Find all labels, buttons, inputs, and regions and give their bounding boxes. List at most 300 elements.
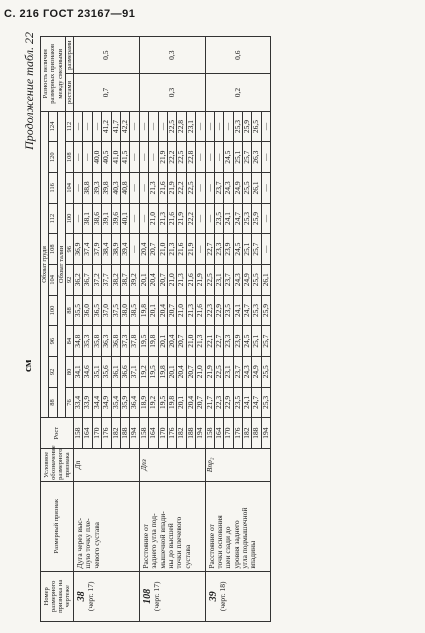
table-cell: 21,9 [205, 357, 214, 388]
table-cell: 37,4 [83, 234, 92, 265]
table-cell: 19,8 [149, 326, 158, 357]
measure-name-line: ны до высшей [165, 523, 175, 569]
table-cell: 36,0 [83, 295, 92, 326]
measure-number-value: 38 [76, 591, 88, 602]
table-header [41, 37, 74, 622]
table-cell: 25,7 [243, 142, 252, 173]
table-cell: — [196, 234, 205, 265]
table-cell: 37,1 [130, 357, 139, 388]
table-cell: 25,3 [233, 111, 242, 142]
table-cell: — [196, 173, 205, 204]
height-value: 176 [102, 418, 111, 449]
table-cell: 38,6 [92, 203, 101, 234]
table-cell: 23,7 [214, 173, 223, 204]
table-cell: — [224, 111, 233, 142]
table-cell: 37,3 [121, 326, 130, 357]
bust-value: 104 [49, 265, 57, 296]
table-cell: 22,5 [205, 265, 214, 296]
height-value: 176 [233, 418, 242, 449]
table-cell: 35,6 [102, 357, 111, 388]
table-cell: 39,8 [102, 173, 111, 204]
table-cell: 20,7 [167, 295, 176, 326]
table-cell: — [83, 111, 92, 142]
table-cell: 36,6 [121, 357, 130, 388]
table-cell: 20,4 [139, 234, 148, 265]
table-cell: 19,5 [149, 357, 158, 388]
table-cell: 36,8 [111, 326, 120, 357]
page-header: С. 216 ГОСТ 23167—91 [4, 8, 136, 20]
table-cell: 25,7 [261, 326, 270, 357]
table-cell: 24,5 [243, 326, 252, 357]
table-cell: 41,2 [102, 111, 111, 142]
table-cell: — [130, 142, 139, 173]
diff-heights-value: 0,3 [139, 74, 205, 111]
table-cell: 35,4 [111, 387, 120, 418]
measure-name-line: впадины [248, 540, 258, 569]
height-value: 164 [83, 418, 92, 449]
bust-value: 124 [49, 111, 57, 142]
table-cell: 36,5 [92, 295, 101, 326]
height-value: 188 [186, 418, 195, 449]
table-cell: 24,1 [224, 203, 233, 234]
table-cell: 38,7 [121, 265, 130, 296]
table-cell: 22,2 [177, 173, 186, 204]
diff-heights-value: 0,7 [74, 74, 140, 111]
table-cell: — [74, 173, 83, 204]
table-cell: 20,4 [186, 387, 195, 418]
measure-name-line: сустава [182, 544, 192, 569]
table-cell: — [149, 142, 158, 173]
table-cell: 19,5 [158, 387, 167, 418]
waist-value: 84 [65, 326, 73, 357]
measure-number [205, 571, 271, 621]
table-cell: 36,1 [111, 357, 120, 388]
table-cell: — [149, 111, 158, 142]
measure-designation: Дпз [139, 448, 205, 481]
table-cell: 39,2 [130, 265, 139, 296]
bust-value: 96 [49, 326, 57, 357]
table-cell: 22,2 [167, 142, 176, 173]
table-cell: 25,1 [243, 234, 252, 265]
table-cell: 36,9 [74, 234, 83, 265]
table-cell: — [92, 111, 101, 142]
table-cell: 36,2 [74, 265, 83, 296]
table-cell: 24,5 [233, 234, 242, 265]
table-cell: 37,7 [102, 265, 111, 296]
table-cell: 23,1 [224, 357, 233, 388]
height-value: 182 [243, 418, 252, 449]
table-cell: 36,4 [130, 387, 139, 418]
height-value: 182 [111, 418, 120, 449]
waist-value: 96 [65, 234, 73, 265]
measure-name-line: угла подмышечной [240, 507, 250, 569]
table-cell: 34,1 [74, 357, 83, 388]
table-cell: 23,7 [224, 265, 233, 296]
col-header-difference: Разность величин размерных признаков между смежными [41, 37, 66, 112]
bust-value: 92 [49, 357, 57, 388]
bust-value: 100 [49, 295, 57, 326]
table-cell: 24,5 [224, 142, 233, 173]
height-value: 188 [121, 418, 130, 449]
rotated-page [22, 32, 412, 622]
table-cell: 21,9 [167, 173, 176, 204]
table-cell: 26,3 [252, 142, 261, 173]
height-value: 194 [196, 418, 205, 449]
table-cell: 23,5 [224, 295, 233, 326]
measure-name-line: шеи сзади до [223, 526, 233, 569]
waist-value: 104 [65, 173, 73, 204]
height-value: 170 [92, 418, 101, 449]
measure-number-value: 39 [207, 591, 219, 602]
table-cell: 21,9 [177, 203, 186, 234]
table-cell: 21,7 [205, 387, 214, 418]
table-cell: 41,0 [111, 142, 120, 173]
table-cell: 35,8 [92, 326, 101, 357]
table-cell: 24,3 [224, 173, 233, 204]
table-cell: 21,0 [177, 295, 186, 326]
table-cell: — [139, 203, 148, 234]
table-cell: 26,1 [261, 265, 270, 296]
measure-designation: Дп [74, 448, 140, 481]
table-cell: 21,6 [158, 173, 167, 204]
table-cell: — [261, 111, 270, 142]
table-cell: 25,5 [243, 173, 252, 204]
waist-value: 88 [65, 295, 73, 326]
bust-value: 120 [49, 142, 57, 173]
table-cell: — [130, 173, 139, 204]
table-cell: 21,0 [158, 234, 167, 265]
measure-number-value: 108 [141, 588, 153, 604]
table-cell: — [139, 111, 148, 142]
col-header-bust: Обхват груди [41, 111, 49, 418]
table-row [205, 37, 214, 622]
table-cell: 21,3 [196, 326, 205, 357]
table-cell: — [196, 142, 205, 173]
col-header-diff-heights: ростами [65, 74, 73, 111]
table-cell: 22,2 [186, 203, 195, 234]
measure-name-line: точки основания [214, 515, 224, 569]
table-cell: 40,8 [121, 173, 130, 204]
table-cell: — [214, 111, 223, 142]
table-cell: 25,3 [252, 295, 261, 326]
bust-value: 116 [49, 173, 57, 204]
table-cell: 20,4 [177, 357, 186, 388]
height-value: 170 [158, 418, 167, 449]
measure-figure-ref: (черт. 17) [151, 581, 161, 612]
bust-value: 108 [49, 234, 57, 265]
measure-figure-ref: (черт. 18) [217, 581, 227, 612]
table-cell: 42,2 [121, 111, 130, 142]
table-cell: — [74, 111, 83, 142]
table-cell: 38,8 [83, 173, 92, 204]
measure-designation: Впр₂ [205, 448, 271, 481]
height-value: 188 [252, 418, 261, 449]
measure-name-line: чевого сустава [91, 521, 101, 569]
table-cell: 20,1 [158, 326, 167, 357]
measure-name-line: уровня заднего [231, 520, 241, 569]
table-cell: — [74, 142, 83, 173]
col-header-name: Размерный признак [41, 481, 74, 571]
table-cell: — [214, 142, 223, 173]
table-cell: 21,0 [167, 265, 176, 296]
table-cell: 37,8 [130, 326, 139, 357]
measure-name-line: Расстояние от [206, 524, 216, 569]
table-cell: 20,7 [177, 326, 186, 357]
table-cell: 25,9 [261, 295, 270, 326]
table-cell: 21,3 [167, 234, 176, 265]
table-cell: 38,2 [111, 265, 120, 296]
table-cell: 24,1 [243, 387, 252, 418]
table-cell: 19,2 [139, 357, 148, 388]
table-cell: 20,1 [177, 387, 186, 418]
height-value: 182 [177, 418, 186, 449]
height-value: 170 [224, 418, 233, 449]
table-cell: 22,3 [214, 387, 223, 418]
table-cell: 39,4 [121, 234, 130, 265]
table-cell: 26,1 [252, 173, 261, 204]
table-cell: 25,5 [252, 265, 261, 296]
waist-value: 92 [65, 265, 73, 296]
height-value: 194 [130, 418, 139, 449]
table-cell: 21,6 [186, 265, 195, 296]
table-cell: 19,2 [149, 387, 158, 418]
measure-name-line: мышечной впади- [157, 511, 167, 569]
table-cell: 26,5 [252, 111, 261, 142]
table-cell: 20,7 [158, 265, 167, 296]
height-value: 164 [214, 418, 223, 449]
table-cell: 23,1 [214, 265, 223, 296]
table-cell: 20,4 [158, 295, 167, 326]
height-value: 158 [139, 418, 148, 449]
table-cell: — [83, 142, 92, 173]
table-cell: — [158, 111, 167, 142]
measure-name [205, 481, 271, 571]
table-cell: 23,3 [224, 326, 233, 357]
table-cell: — [261, 234, 270, 265]
table-cell: 38,5 [130, 295, 139, 326]
table-cell: 25,3 [261, 387, 270, 418]
table-cell: 22,9 [214, 295, 223, 326]
table-cell: — [74, 203, 83, 234]
table-cell: 24,7 [243, 295, 252, 326]
table-cell: 40,3 [111, 173, 120, 204]
table-cell: 24,7 [252, 387, 261, 418]
table-cell: 40,0 [92, 142, 101, 173]
table-cell: 24,1 [233, 295, 242, 326]
table-cell: 25,1 [252, 326, 261, 357]
table-cell: 22,1 [205, 326, 214, 357]
col-header-number: Номер размерного признака на чертеже [41, 571, 74, 621]
table-cell: 23,3 [214, 234, 223, 265]
bust-value: 112 [49, 203, 57, 234]
table-cell: — [130, 111, 139, 142]
waist-value: 112 [65, 111, 73, 142]
table-cell: 19,8 [139, 295, 148, 326]
table-cell: 24,9 [243, 265, 252, 296]
table-cell: 23,7 [233, 357, 242, 388]
measure-figure-ref: (черт. 17) [86, 581, 96, 612]
table-cell: 23,5 [214, 203, 223, 234]
table-cell: 22,3 [205, 295, 214, 326]
table-cell: 21,3 [186, 295, 195, 326]
table-cell: 41,5 [121, 142, 130, 173]
diff-heights-value: 0,2 [205, 74, 271, 111]
table-cell: 37,5 [111, 295, 120, 326]
table-cell: — [261, 203, 270, 234]
table-cell: 37,0 [102, 295, 111, 326]
table-cell: 21,0 [149, 203, 158, 234]
waist-value: 108 [65, 142, 73, 173]
table-cell: 39,1 [102, 203, 111, 234]
table-cell: 34,4 [92, 387, 101, 418]
table-cell: 21,6 [196, 295, 205, 326]
continuation-label: Продолжение табл. 22 [22, 32, 36, 150]
table-cell: — [139, 142, 148, 173]
table-cell: 21,0 [186, 326, 195, 357]
units-label: см [22, 359, 34, 372]
table-cell: 38,9 [111, 234, 120, 265]
col-header-waist: Обхват талии [57, 111, 65, 418]
table-cell: 20,1 [139, 265, 148, 296]
table-cell: 22,5 [186, 173, 195, 204]
table-cell: 20,7 [149, 234, 158, 265]
table-cell: 19,8 [158, 357, 167, 388]
table-cell: 38,0 [121, 295, 130, 326]
table-cell: 36,3 [102, 326, 111, 357]
table-cell: 22,5 [214, 357, 223, 388]
table-cell: 25,9 [243, 111, 252, 142]
height-value: 194 [261, 418, 270, 449]
measure-name-line: шую точку пле- [83, 518, 93, 569]
table-cell: 37,2 [92, 265, 101, 296]
waist-value: 100 [65, 203, 73, 234]
table-cell: 25,5 [261, 357, 270, 388]
table-cell: — [196, 111, 205, 142]
table-cell: 36,7 [83, 265, 92, 296]
waist-value: 76 [65, 387, 73, 418]
table-cell: 35,9 [121, 387, 130, 418]
table-cell: 22,8 [177, 111, 186, 142]
table-cell: 21,9 [186, 234, 195, 265]
table-cell: — [261, 142, 270, 173]
measure-name-line: Расстояние от [140, 524, 150, 569]
measure-name [139, 481, 205, 571]
col-header-height: Рост [41, 418, 74, 449]
height-value: 164 [149, 418, 158, 449]
table-cell: 34,6 [83, 357, 92, 388]
table-cell: 37,9 [92, 234, 101, 265]
table-cell: 20,4 [149, 265, 158, 296]
table-cell: 20,7 [186, 357, 195, 388]
measure-name-line: заднего угла под- [149, 513, 159, 569]
measure-name-line: точки плечевого [174, 516, 184, 569]
table-cell: 24,9 [233, 173, 242, 204]
table-cell: — [261, 173, 270, 204]
table-cell: — [205, 111, 214, 142]
table-cell: 34,9 [102, 387, 111, 418]
table-cell: 21,6 [177, 234, 186, 265]
col-header-diff-sizes: размерами [65, 37, 73, 74]
table-cell: 38,4 [102, 234, 111, 265]
table-cell: 24,9 [252, 357, 261, 388]
table-cell: 21,3 [158, 203, 167, 234]
table-cell: 24,7 [233, 203, 242, 234]
table-cell: 40,1 [121, 203, 130, 234]
table-cell: 38,1 [83, 203, 92, 234]
table-cell: 39,6 [111, 203, 120, 234]
table-cell: 18,9 [139, 387, 148, 418]
height-value: 176 [167, 418, 176, 449]
table-cell: 39,3 [92, 173, 101, 204]
waist-value: 80 [65, 357, 73, 388]
table-cell: 21,9 [196, 265, 205, 296]
height-value: 158 [74, 418, 83, 449]
table-cell: 41,7 [111, 111, 120, 142]
table-cell: 25,7 [252, 234, 261, 265]
table-cell: 20,7 [196, 387, 205, 418]
table-cell: — [139, 173, 148, 204]
table-cell: 22,5 [177, 142, 186, 173]
table-cell: 35,1 [92, 357, 101, 388]
measure-number [139, 571, 205, 621]
diff-sizes-value: 0,3 [139, 37, 205, 74]
table-cell: 21,9 [158, 142, 167, 173]
measure-name [74, 481, 140, 571]
diff-sizes-value: 0,6 [205, 37, 271, 74]
table-cell: 20,1 [149, 295, 158, 326]
table-cell: 35,5 [74, 295, 83, 326]
table-cell: — [205, 142, 214, 173]
table-cell: 25,9 [252, 203, 261, 234]
table-cell: 23,1 [186, 111, 195, 142]
diff-sizes-value: 0,5 [74, 37, 140, 74]
table-cell: 34,8 [74, 326, 83, 357]
table-cell: 22,7 [205, 234, 214, 265]
table-cell: 25,1 [233, 142, 242, 173]
table-cell: 22,8 [186, 142, 195, 173]
table-cell: 35,3 [83, 326, 92, 357]
table-cell: 24,3 [243, 357, 252, 388]
table-cell: 24,3 [233, 265, 242, 296]
table-cell: 20,1 [167, 357, 176, 388]
table-cell: — [196, 203, 205, 234]
table-cell: 40,5 [102, 142, 111, 173]
table-cell: — [130, 234, 139, 265]
col-header-designation: Условное обозначение размерного признака [41, 448, 74, 481]
table-cell: — [130, 203, 139, 234]
table-cell: — [205, 173, 214, 204]
measurements-table [40, 36, 271, 622]
table-body [74, 37, 271, 622]
table-cell: 25,3 [243, 203, 252, 234]
table-cell: 23,5 [233, 387, 242, 418]
table-cell: 23,9 [233, 326, 242, 357]
table-cell: 19,8 [167, 387, 176, 418]
table-cell: 21,6 [167, 203, 176, 234]
table-cell: 21,3 [149, 173, 158, 204]
table-cell: 33,9 [83, 387, 92, 418]
table-cell: 20,4 [167, 326, 176, 357]
table-cell: — [205, 203, 214, 234]
table-cell: 22,9 [224, 387, 233, 418]
table-cell: 19,5 [139, 326, 148, 357]
measure-name-line: Дуга через выс- [75, 517, 85, 569]
table-cell: 22,7 [214, 326, 223, 357]
table-cell: 21,0 [196, 357, 205, 388]
bust-value: 88 [49, 387, 57, 418]
table-cell: 21,3 [177, 265, 186, 296]
table-cell: 33,4 [74, 387, 83, 418]
